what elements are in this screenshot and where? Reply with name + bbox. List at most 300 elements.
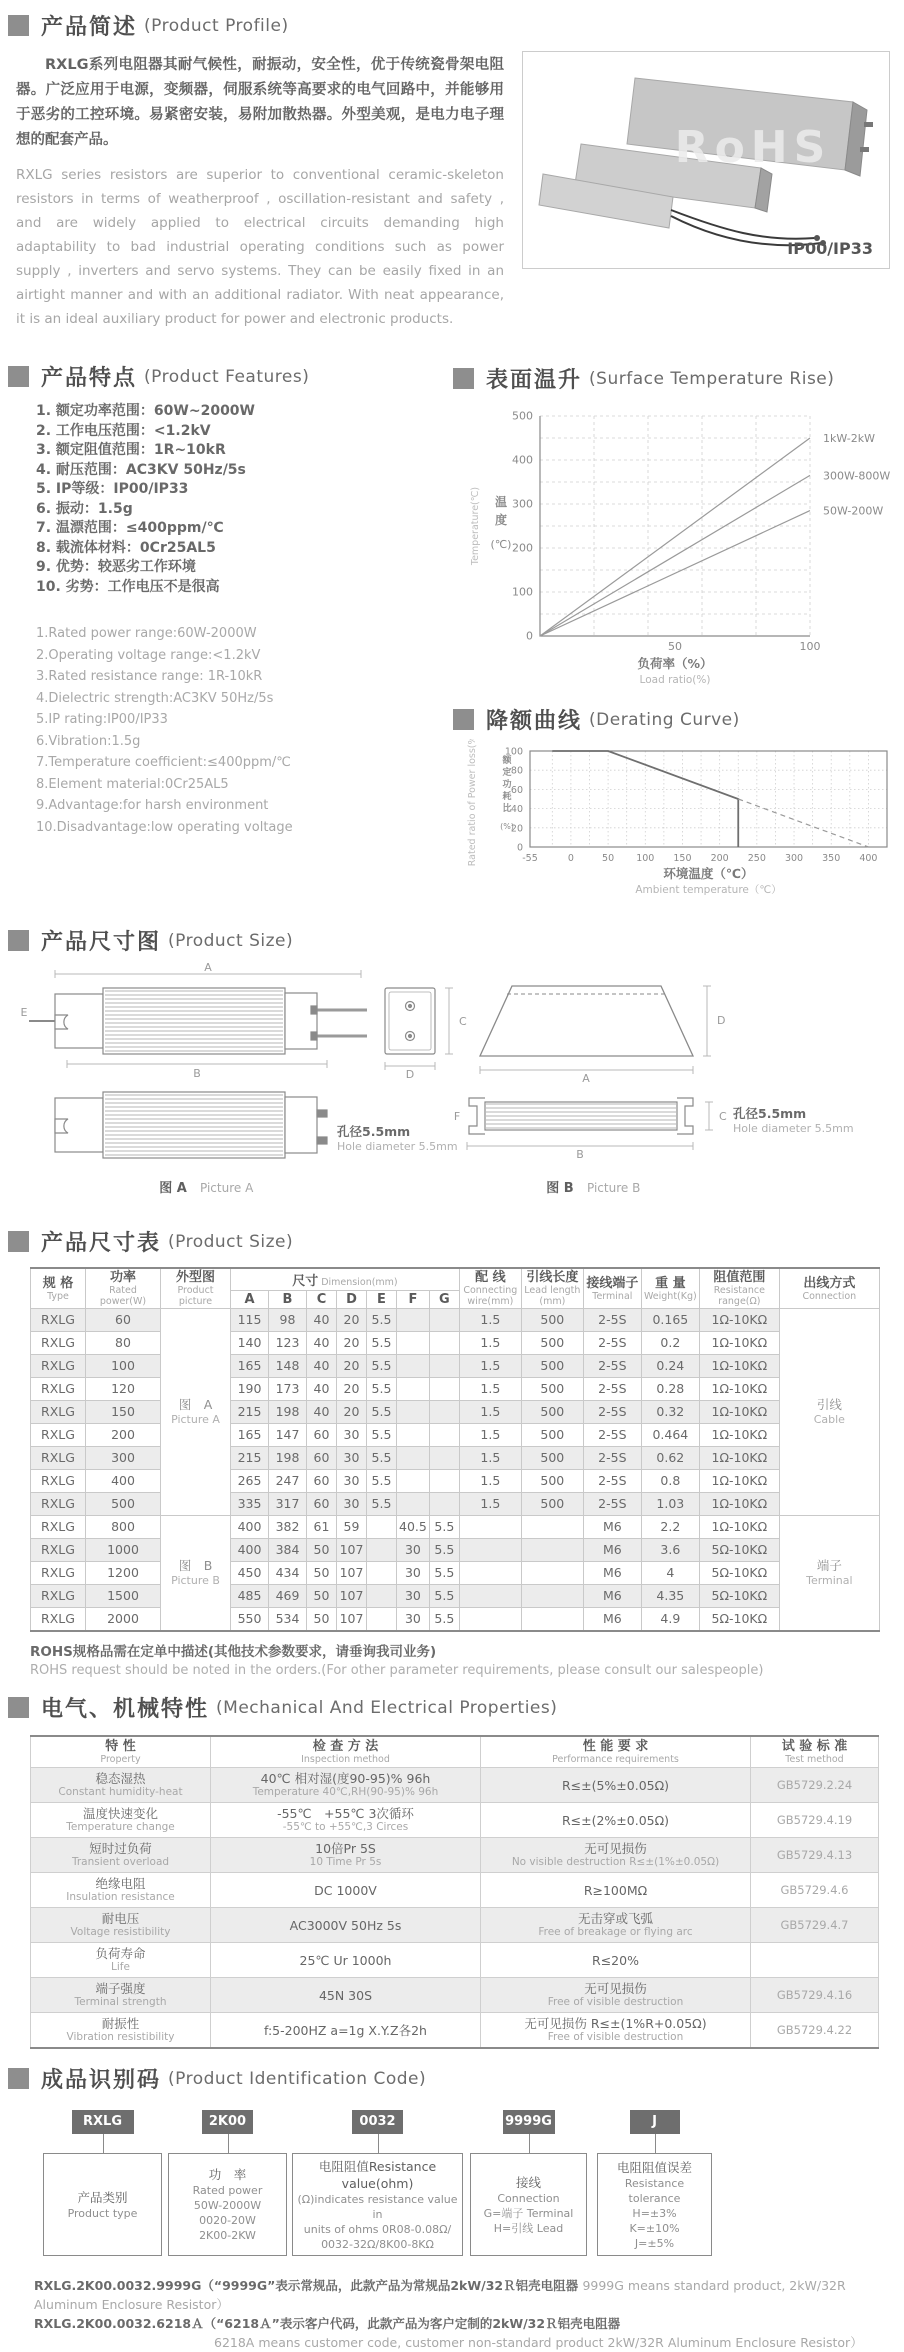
cell-dim: 190	[231, 1378, 269, 1401]
cell-wire	[459, 1516, 521, 1539]
cell-lead: 500	[521, 1447, 583, 1470]
svg-text:400: 400	[859, 853, 878, 864]
property-row	[31, 1978, 879, 2013]
svg-text:40: 40	[510, 804, 523, 816]
section-title-cn: 产品尺寸图	[41, 930, 162, 955]
cell-power: 300	[86, 1447, 161, 1470]
section-title-en: (Product Profile)	[144, 15, 289, 36]
cell-property: 负荷寿命 Life	[31, 1943, 211, 1978]
svg-text:350: 350	[822, 853, 841, 864]
cell-dim: 30	[397, 1585, 430, 1608]
cell-terminal: M6	[583, 1585, 641, 1608]
cell-inspection-method: 10倍Pr 5S 10 Time Pr 5s	[211, 1838, 481, 1873]
cell-lead	[521, 1539, 583, 1562]
example-line-3	[214, 2333, 904, 2352]
cell-wire: 1.5	[459, 1470, 521, 1493]
cell-dim	[429, 1493, 459, 1516]
cell-power: 400	[86, 1470, 161, 1493]
cell-performance: R≤±(2%±0.05Ω)	[481, 1803, 751, 1838]
profile-paragraph-cn: RXLG系列电阻器其耐气候性，耐振动，安全性，优于传统瓷骨架电阻器。广泛应用于电源，变频器，伺服系统等高要求的电气回路中，并能够用于恶劣的工控环境。易紧密安装，易附加散热器。外型美观，是电力电子理想的配套产品。	[16, 57, 504, 148]
cell-dim: 450	[231, 1562, 269, 1585]
cell-lead: 500	[521, 1424, 583, 1447]
cell-power: 120	[86, 1378, 161, 1401]
cell-wire: 1.5	[459, 1493, 521, 1516]
id-code-line: units of ohms 0R08-0.08Ω/	[303, 2222, 452, 2236]
cell-dim: 5.5	[367, 1355, 397, 1378]
cell-wire	[459, 1608, 521, 1632]
feature-item-cn: 1. 额定功率范围：60W~2000W	[36, 403, 255, 419]
column-header: G	[429, 1291, 459, 1309]
section-bullet-icon	[8, 2068, 29, 2089]
rohs-watermark: RoHS	[674, 122, 832, 173]
svg-text:0: 0	[567, 853, 574, 864]
column-header: F	[397, 1291, 430, 1309]
cell-resistance: 5Ω-10KΩ	[699, 1539, 779, 1562]
cell-dim: 5.5	[367, 1470, 397, 1493]
cell-dim: 335	[231, 1493, 269, 1516]
svg-text:300: 300	[512, 497, 533, 511]
connection-group-cable: 引线 Cable	[779, 1309, 879, 1516]
dim-label-d: D	[405, 1068, 415, 1081]
cell-dim: 173	[269, 1378, 307, 1401]
cell-dim: 20	[337, 1355, 367, 1378]
id-code-description-box	[292, 2153, 463, 2256]
cell-weight: 0.165	[641, 1309, 699, 1332]
series-1kW-2kW	[540, 438, 810, 636]
cell-power: 800	[86, 1516, 161, 1539]
column-header: B	[269, 1291, 307, 1309]
x-axis-label-cn: 环境温度（℃）	[663, 866, 754, 881]
properties-section	[0, 1692, 904, 2049]
cell-wire	[459, 1585, 521, 1608]
axis-titles	[470, 487, 713, 686]
cell-dim: 98	[269, 1309, 307, 1332]
cell-dim: 400	[231, 1539, 269, 1562]
section-title-en: (Derating Curve)	[589, 709, 740, 730]
section-bullet-icon	[8, 15, 29, 36]
svg-text:300: 300	[784, 853, 804, 864]
connector-line	[529, 2134, 530, 2153]
section-title-cn: 产品特点	[41, 366, 138, 391]
cell-performance: 无可见损伤 R≤±(1%R+0.05Ω) Free of visible destruction	[481, 2013, 751, 2049]
svg-text:400: 400	[512, 453, 533, 467]
size-table-row	[31, 1562, 880, 1585]
example-line-2	[34, 2314, 904, 2333]
cell-dim: 30	[337, 1447, 367, 1470]
datasheet-page	[0, 10, 904, 2352]
cell-dim: 20	[337, 1309, 367, 1332]
cell-dim: 5.5	[367, 1401, 397, 1424]
size-drawing-header	[0, 925, 904, 956]
ip-rating-label: IP00/IP33	[787, 239, 873, 258]
cell-dim	[429, 1378, 459, 1401]
cell-dim: 107	[337, 1539, 367, 1562]
cell-dim	[429, 1424, 459, 1447]
cell-property: 稳态湿热 Constant humidity-heat	[31, 1768, 211, 1803]
y-axis-label-en: Temperature(℃)	[470, 486, 481, 566]
y-axis-label-cn: 温	[494, 495, 508, 509]
feature-item-en: 5.IP rating:IP00/IP33	[36, 712, 168, 727]
cell-dim: 317	[269, 1493, 307, 1516]
cell-dim: 40	[307, 1378, 337, 1401]
surface-temperature-canvas	[445, 398, 904, 690]
dim-label-f: F	[453, 1110, 461, 1123]
cell-dim: 20	[337, 1378, 367, 1401]
id-code-line: 2K00-2KW	[199, 2229, 256, 2242]
cell-dim: 40	[307, 1309, 337, 1332]
cell-resistance: 1Ω-10KΩ	[699, 1309, 779, 1332]
profile-content	[0, 47, 904, 331]
cell-dim: 50	[307, 1539, 337, 1562]
cell-performance: 无击穿或飞弧 Free of breakage or flying arc	[481, 1908, 751, 1943]
picture-b-side-view	[480, 986, 693, 1056]
section-title-cn: 产品尺寸表	[41, 1231, 162, 1256]
id-code-diagram	[0, 2110, 904, 2262]
connector-line	[103, 2134, 104, 2153]
picture-a-top-view	[29, 988, 367, 1054]
id-code-box: J	[630, 2110, 680, 2134]
cell-resistance: 1Ω-10KΩ	[699, 1332, 779, 1355]
section-bullet-icon	[453, 709, 474, 730]
cell-performance: 无可见损伤 Free of visible destruction	[481, 1978, 751, 2013]
hole-note-cn: 孔径5.5mm	[733, 1106, 807, 1121]
example-2-cn: RXLG.2K00.0032.6218Ａ（“6218Ａ”表示客户代码，此款产品为客户定制的2kW/32Ｒ铝壳电阻器	[34, 2316, 621, 2331]
cell-resistance: 5Ω-10KΩ	[699, 1585, 779, 1608]
svg-text:60: 60	[510, 784, 523, 796]
charts-column	[445, 347, 904, 911]
cell-terminal: 2-5S	[583, 1447, 641, 1470]
section-title-en: (Product Size)	[168, 930, 294, 951]
column-header: 功率 Rated power(W)	[86, 1268, 161, 1309]
cell-dim	[397, 1401, 430, 1424]
cell-dim: 5.5	[429, 1608, 459, 1632]
cell-terminal: 2-5S	[583, 1355, 641, 1378]
id-code-section	[0, 2063, 904, 2352]
id-code-examples	[34, 2276, 904, 2352]
cell-wire: 1.5	[459, 1424, 521, 1447]
tick-labels	[512, 410, 821, 654]
size-table-section	[0, 1226, 904, 1678]
cell-lead: 500	[521, 1332, 583, 1355]
cell-dim: 140	[231, 1332, 269, 1355]
svg-text:80: 80	[510, 765, 523, 777]
column-header: 检 查 方 法 Inspection method	[211, 1736, 481, 1768]
cell-weight: 0.464	[641, 1424, 699, 1447]
cell-dim: 30	[397, 1539, 430, 1562]
column-header: 特 性 Property	[31, 1736, 211, 1768]
resistor-terminal	[864, 122, 873, 127]
cell-dim: 198	[269, 1447, 307, 1470]
cell-terminal: 2-5S	[583, 1401, 641, 1424]
cell-dim	[429, 1447, 459, 1470]
cell-type: RXLG	[31, 1355, 86, 1378]
column-header: 外型图 Product picture	[161, 1268, 231, 1309]
cell-test-method: GB5729.4.13	[751, 1838, 879, 1873]
cell-weight: 4	[641, 1562, 699, 1585]
section-title-cn: 产品简述	[41, 15, 138, 40]
cell-weight: 0.62	[641, 1447, 699, 1470]
cell-dim: 30	[337, 1493, 367, 1516]
section-title-en: (Product Identification Code)	[168, 2068, 427, 2089]
cell-power: 500	[86, 1493, 161, 1516]
profile-text-column	[0, 47, 508, 331]
derating-canvas	[445, 739, 904, 907]
cell-test-method: GB5729.4.19	[751, 1803, 879, 1838]
cell-wire: 1.5	[459, 1332, 521, 1355]
cell-wire: 1.5	[459, 1309, 521, 1332]
cell-resistance: 5Ω-10KΩ	[699, 1608, 779, 1632]
cell-resistance: 1Ω-10KΩ	[699, 1355, 779, 1378]
cell-dim: 40.5	[397, 1516, 430, 1539]
svg-text:50: 50	[602, 853, 615, 864]
svg-text:100: 100	[636, 853, 655, 864]
cell-inspection-method: f:5-200HZ a=1g X.Y.Z各2h	[211, 2013, 481, 2049]
features-charts-row	[0, 347, 904, 911]
cell-terminal: M6	[583, 1539, 641, 1562]
cell-power: 2000	[86, 1608, 161, 1632]
cell-dim: 165	[231, 1424, 269, 1447]
section-title-en: (Mechanical And Electrical Properties)	[216, 1697, 558, 1718]
product-photo	[522, 51, 890, 269]
dim-label-d: D	[717, 1014, 726, 1027]
dim-label-b: B	[576, 1148, 584, 1161]
rohs-note-cn: ROHS规格品需在定单中描述(其他技术参数要求，请垂询我司业务)	[30, 1644, 437, 1660]
feature-item-cn: 10. 劣势：工作电压不是很高	[36, 578, 220, 595]
cell-resistance: 5Ω-10KΩ	[699, 1562, 779, 1585]
feature-item-en: 8.Element material:0Cr25AL5	[36, 776, 229, 792]
example-3-en: 6218A means customer code, customer non-standard product 2kW/32R Aluminum Enclosure Resistor）	[214, 2335, 863, 2350]
y-axis-label-cn: 耗	[502, 792, 512, 802]
id-code-line: H=±3%	[632, 2206, 677, 2220]
cell-dim: 50	[307, 1562, 337, 1585]
y-axis-label-cn: 定	[502, 768, 512, 778]
section-bullet-icon	[453, 368, 474, 389]
cell-terminal: 2-5S	[583, 1470, 641, 1493]
properties-table	[30, 1735, 879, 2049]
size-table-row	[31, 1539, 880, 1562]
column-header: 尺寸 Dimension(mm)	[231, 1268, 460, 1291]
cell-power: 1000	[86, 1539, 161, 1562]
cell-inspection-method: 45N 30S	[211, 1978, 481, 2013]
cell-weight: 2.2	[641, 1516, 699, 1539]
cell-dim: 165	[231, 1355, 269, 1378]
hole-note-cn: 孔径5.5mm	[337, 1124, 411, 1139]
cell-dim: 107	[337, 1562, 367, 1585]
property-row	[31, 1803, 879, 1838]
id-code-line: 0020-20W	[199, 2214, 256, 2227]
legend-1kW-2kW: 1kW-2kW	[823, 432, 876, 445]
cell-lead	[521, 1562, 583, 1585]
cell-dim: 30	[337, 1424, 367, 1447]
svg-text:150: 150	[673, 853, 692, 864]
cell-lead	[521, 1585, 583, 1608]
section-bullet-icon	[8, 366, 29, 387]
size-table-header	[0, 1226, 904, 1257]
svg-text:0: 0	[516, 842, 523, 854]
column-header: 规 格 Type	[31, 1268, 86, 1309]
picture-b-bottom-view	[469, 1098, 693, 1134]
picture-group-b: 图 B Picture B	[161, 1516, 231, 1632]
picture-a-bottom-view	[55, 1092, 327, 1158]
cell-power: 100	[86, 1355, 161, 1378]
cell-power: 200	[86, 1424, 161, 1447]
cell-dim: 5.5	[429, 1585, 459, 1608]
id-code-line: 电阻阻值误差	[616, 2159, 692, 2175]
cell-weight: 3.6	[641, 1539, 699, 1562]
properties-header	[0, 1692, 904, 1723]
section-title-en: (Product Features)	[144, 366, 310, 387]
cell-terminal: 2-5S	[583, 1493, 641, 1516]
features-column	[0, 347, 445, 911]
cell-dim: 434	[269, 1562, 307, 1585]
surface-temperature-chart	[445, 398, 904, 694]
profile-paragraph-en: RXLG series resistors are superior to conventional ceramic-skeleton resistors in terms of weatherproof , oscillation-resistant and safety , and are widely applied to electrical circuits demanding high adaptability to bad industrial operating conditions such as power supply , inverters and servo systems. They can be easily fixed in an airtight manner and with an additional radiator. With neat appearance, it is an ideal auxiliary product for power and electronic products.	[16, 167, 504, 327]
cell-test-method	[751, 1943, 879, 1978]
property-row	[31, 1943, 879, 1978]
cell-lead: 500	[521, 1378, 583, 1401]
size-table-row	[31, 1585, 880, 1608]
cell-dim: 40	[307, 1401, 337, 1424]
cell-wire	[459, 1539, 521, 1562]
cell-dim	[367, 1585, 397, 1608]
cell-dim: 30	[397, 1608, 430, 1632]
lead-wire	[671, 210, 815, 239]
size-table-row	[31, 1309, 880, 1332]
cell-inspection-method: AC3000V 50Hz 5s	[211, 1908, 481, 1943]
y-axis-label-cn: 度	[494, 513, 508, 527]
cell-power: 80	[86, 1332, 161, 1355]
column-header: A	[231, 1291, 269, 1309]
caption-a-cn: 图 A	[159, 1181, 187, 1196]
x-axis-label-en: Ambient temperature（℃）	[635, 884, 782, 896]
dim-label-e: E	[20, 1006, 28, 1019]
size-table-row	[31, 1447, 880, 1470]
cell-dim	[367, 1516, 397, 1539]
cell-dim: 115	[231, 1309, 269, 1332]
features-list-cn	[36, 402, 445, 597]
cell-dim: 107	[337, 1585, 367, 1608]
svg-text:0: 0	[526, 629, 533, 643]
cell-test-method: GB5729.4.16	[751, 1978, 879, 2013]
svg-text:50: 50	[668, 640, 682, 653]
column-header: 接线端子 Terminal	[583, 1268, 641, 1309]
y-axis-unit: (%)	[500, 822, 514, 831]
cell-type: RXLG	[31, 1470, 86, 1493]
feature-item-en: 7.Temperature coefficient:≤400ppm/℃	[36, 755, 291, 770]
cell-dim: 5.5	[367, 1424, 397, 1447]
cell-type: RXLG	[31, 1401, 86, 1424]
cell-weight: 0.2	[641, 1332, 699, 1355]
property-row	[31, 1873, 879, 1908]
cell-lead: 500	[521, 1355, 583, 1378]
cell-dim	[429, 1309, 459, 1332]
connector-line	[378, 2134, 379, 2153]
cell-test-method: GB5729.2.24	[751, 1768, 879, 1803]
gridlines	[530, 751, 887, 847]
cell-dim	[397, 1309, 430, 1332]
example-line-1	[34, 2276, 904, 2314]
size-table-row	[31, 1355, 880, 1378]
cell-lead: 500	[521, 1470, 583, 1493]
cell-terminal: M6	[583, 1516, 641, 1539]
axes	[530, 751, 887, 847]
cell-weight: 0.32	[641, 1401, 699, 1424]
column-header: E	[367, 1291, 397, 1309]
section-title-cn: 电气、机械特性	[41, 1697, 210, 1722]
id-code-line: J=±5%	[634, 2236, 675, 2250]
cell-dim	[429, 1401, 459, 1424]
cell-dim	[397, 1424, 430, 1447]
cell-wire: 1.5	[459, 1355, 521, 1378]
cell-dim: 123	[269, 1332, 307, 1355]
features-list-en	[36, 623, 445, 838]
cell-dim: 247	[269, 1470, 307, 1493]
feature-item-cn: 7. 温漂范围：≤400ppm/℃	[36, 520, 224, 536]
cell-type: RXLG	[31, 1424, 86, 1447]
cell-resistance: 1Ω-10KΩ	[699, 1424, 779, 1447]
cell-dim: 5.5	[367, 1493, 397, 1516]
property-row	[31, 2013, 879, 2049]
cell-dim: 20	[337, 1332, 367, 1355]
cell-dim: 198	[269, 1401, 307, 1424]
cell-lead	[521, 1516, 583, 1539]
cell-dim: 384	[269, 1539, 307, 1562]
cell-dim: 5.5	[367, 1309, 397, 1332]
cell-test-method: GB5729.4.22	[751, 2013, 879, 2049]
feature-item-en: 6.Vibration:1.5g	[36, 733, 141, 749]
cell-property: 温度快速变化 Temperature change	[31, 1803, 211, 1838]
caption-b-cn: 图 B	[546, 1181, 574, 1196]
svg-text:250: 250	[747, 853, 766, 864]
cell-dim: 40	[307, 1355, 337, 1378]
cell-dim: 382	[269, 1516, 307, 1539]
size-table-row	[31, 1401, 880, 1424]
dim-label-c: C	[719, 1110, 727, 1123]
cell-terminal: 2-5S	[583, 1332, 641, 1355]
cell-dim: 61	[307, 1516, 337, 1539]
cell-lead: 500	[521, 1493, 583, 1516]
cell-dim	[429, 1355, 459, 1378]
cell-dim: 60	[307, 1447, 337, 1470]
feature-item-en: 3.Rated resistance range: 1R-10kR	[36, 669, 263, 684]
cell-performance: R≤±(5%±0.05Ω)	[481, 1768, 751, 1803]
legend-50W-200W: 50W-200W	[823, 504, 884, 518]
cell-property: 耐振性 Vibration resistibility	[31, 2013, 211, 2049]
cell-dim: 148	[269, 1355, 307, 1378]
y-axis-unit: (℃)	[490, 538, 512, 551]
cell-dim	[397, 1378, 430, 1401]
cell-dim: 550	[231, 1608, 269, 1632]
profile-section	[0, 10, 904, 331]
section-bullet-icon	[8, 1231, 29, 1252]
cell-dim	[429, 1332, 459, 1355]
tick-labels	[505, 747, 878, 865]
id-code-line: 功 率	[208, 2167, 247, 2182]
cell-dim: 5.5	[429, 1539, 459, 1562]
cell-type: RXLG	[31, 1332, 86, 1355]
cell-dim: 59	[337, 1516, 367, 1539]
cell-dim: 534	[269, 1608, 307, 1632]
dim-label-a: A	[582, 1072, 590, 1085]
cell-dim: 20	[337, 1401, 367, 1424]
svg-text:-55: -55	[522, 853, 538, 864]
cell-wire: 1.5	[459, 1447, 521, 1470]
cell-dim	[397, 1493, 430, 1516]
cell-performance: R≥100MΩ	[481, 1873, 751, 1908]
column-header: 阻值范围 Resistance range(Ω)	[699, 1268, 779, 1309]
cell-dim: 469	[269, 1585, 307, 1608]
cell-weight: 0.24	[641, 1355, 699, 1378]
